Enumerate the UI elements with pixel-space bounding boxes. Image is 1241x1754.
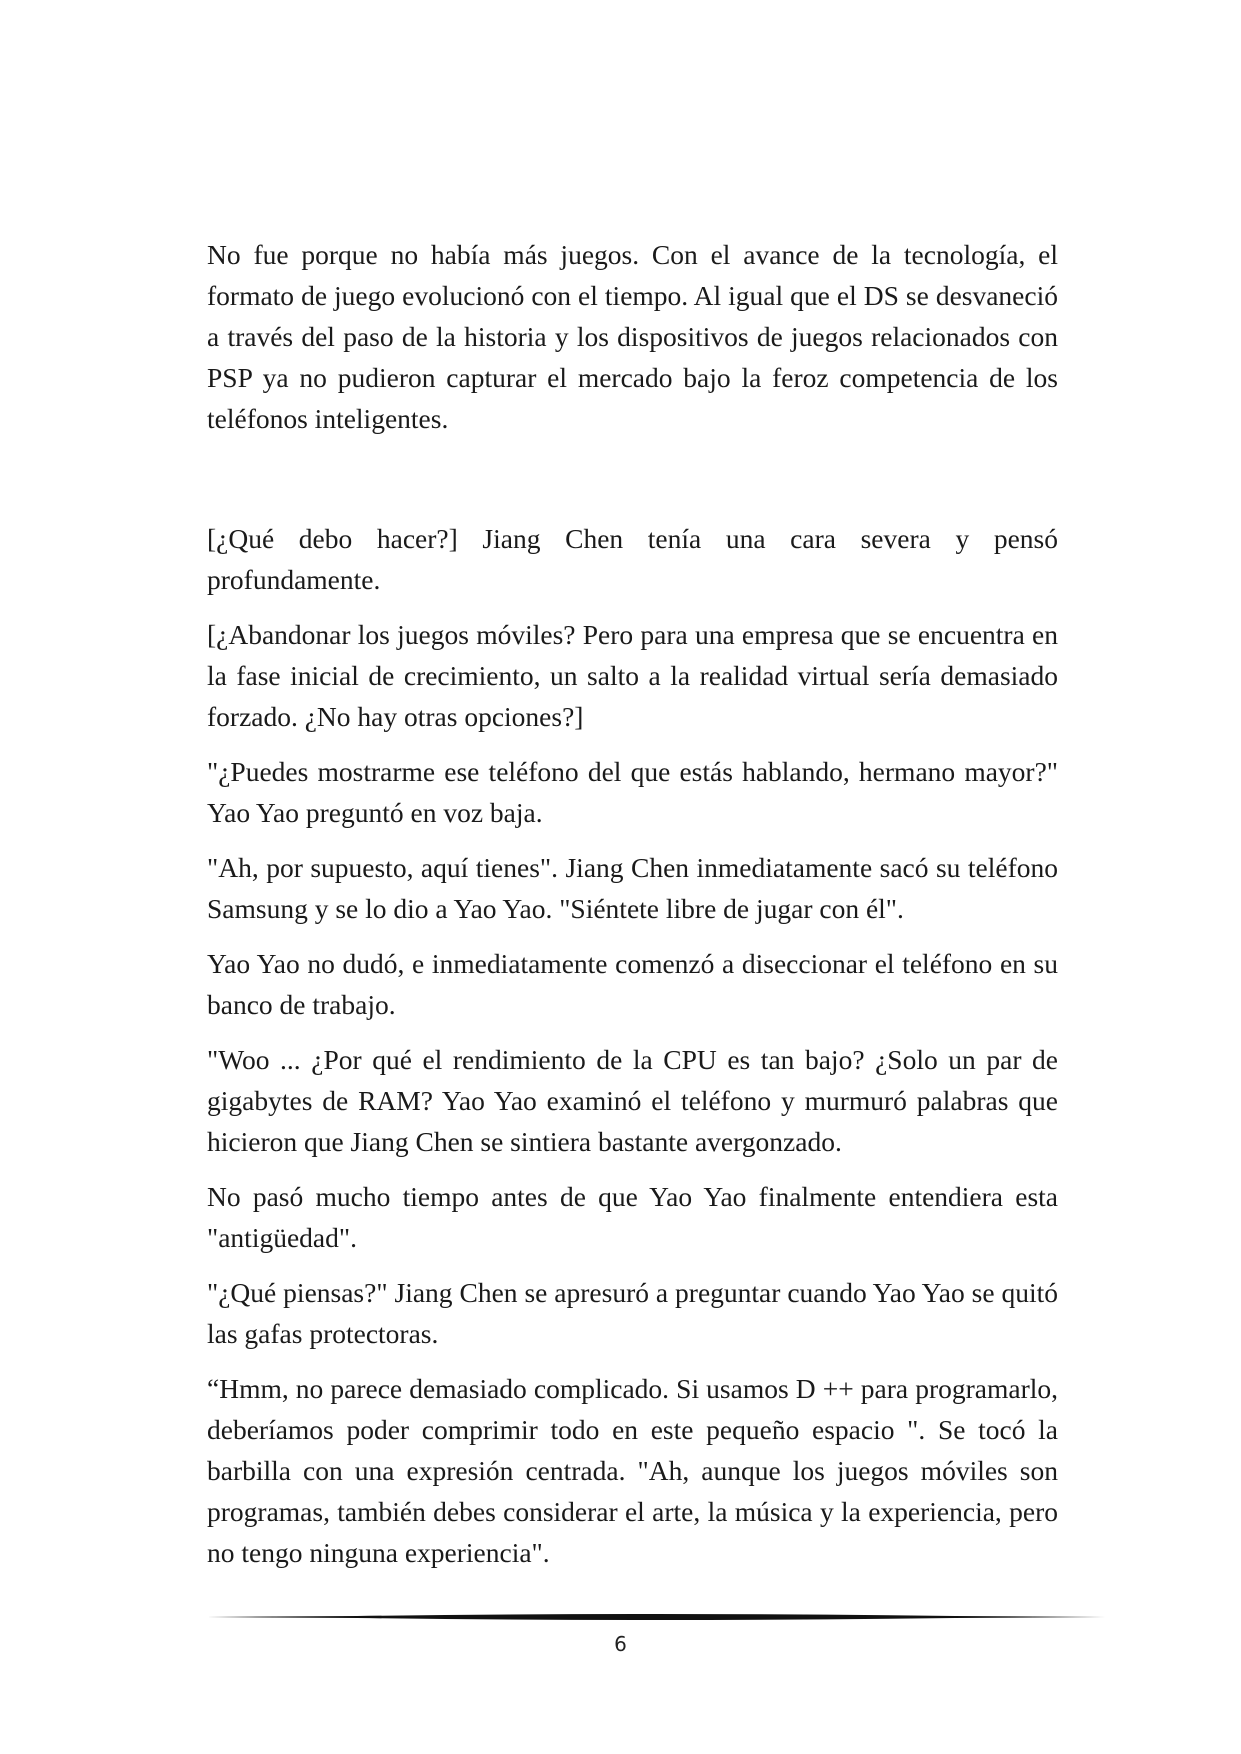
text-section-1 <box>207 234 1058 453</box>
paragraph: “Hmm, no parece demasiado complicado. Si usamos D ++ para programarlo, deberíamos poder comprimir todo en este pequeño espacio ". Se tocó la barbilla con una expresión centrada. "Ah, aunque los juegos móviles son programas, también debes considerar el arte, la música y la experiencia, pero no tengo ninguna experiencia". <box>207 1373 1058 1568</box>
paragraph: "Woo ... ¿Por qué el rendimiento de la CPU es tan bajo? ¿Solo un par de gigabytes de RAM? Yao Yao examinó el teléfono y murmuró palabras que hicieron que Jiang Chen se sintiera bastante avergonzado. <box>207 1044 1058 1157</box>
paragraph: "¿Puedes mostrarme ese teléfono del que estás hablando, hermano mayor?" Yao Yao preguntó en voz baja. <box>207 756 1058 828</box>
paragraph: [¿Abandonar los juegos móviles? Pero para una empresa que se encuentra en la fase inicial de crecimiento, un salto a la realidad virtual sería demasiado forzado. ¿No hay otras opciones?] <box>207 619 1058 732</box>
footer-divider <box>207 1610 1105 1624</box>
paragraph: No fue porque no había más juegos. Con el avance de la tecnología, el formato de juego evolucionó con el tiempo. Al igual que el DS se desvaneció a través del paso de la historia y los dispositivos de juegos relacionados con PSP ya no pudieron capturar el mercado bajo la feroz competencia de los teléfonos inteligentes. <box>207 239 1058 434</box>
page-number: 6 <box>614 1632 627 1656</box>
text-section-2 <box>207 518 1058 1587</box>
paragraph: No pasó mucho tiempo antes de que Yao Yao finalmente entendiera esta "antigüedad". <box>207 1181 1058 1253</box>
paragraph: Yao Yao no dudó, e inmediatamente comenzó a diseccionar el teléfono en su banco de trabajo. <box>207 948 1058 1020</box>
paragraph: [¿Qué debo hacer?] Jiang Chen tenía una cara severa y pensó profundamente. <box>207 523 1058 595</box>
paragraph: "Ah, por supuesto, aquí tienes". Jiang Chen inmediatamente sacó su teléfono Samsung y se lo dio a Yao Yao. "Siéntete libre de jugar con él". <box>207 852 1058 924</box>
paragraph: "¿Qué piensas?" Jiang Chen se apresuró a preguntar cuando Yao Yao se quitó las gafas protectoras. <box>207 1277 1058 1349</box>
